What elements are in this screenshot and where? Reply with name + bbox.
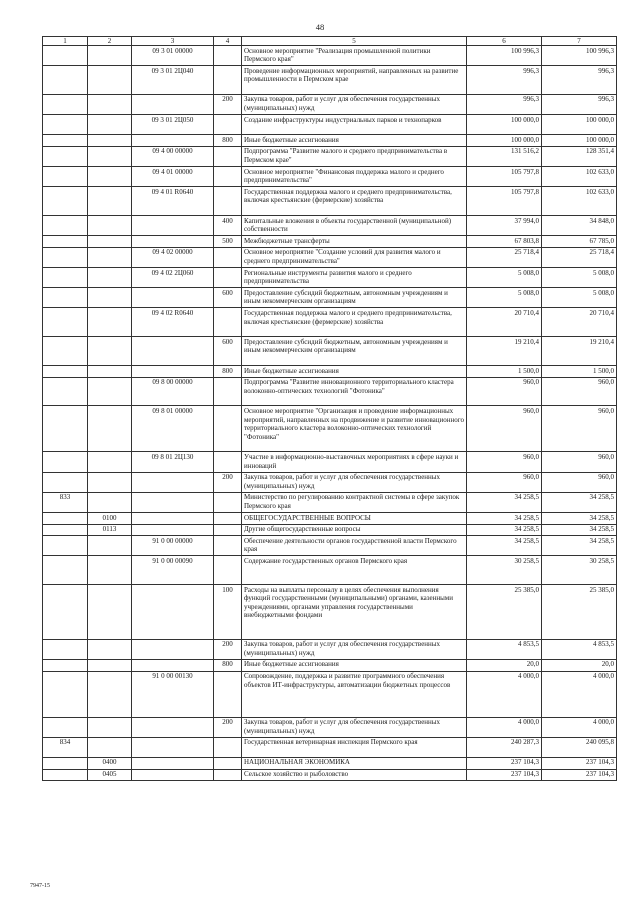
expense-type-cell	[214, 556, 242, 585]
description-cell: Основное мероприятие "Реализация промышленной политики Пермского края"	[242, 46, 467, 66]
description-cell: Иные бюджетные ассигнования	[242, 366, 467, 378]
amount-year2-cell: 4 853,5	[542, 639, 617, 659]
header-cell: 1	[43, 37, 88, 46]
target-article-cell	[132, 585, 214, 640]
section-code-cell	[88, 472, 132, 492]
target-article-cell	[132, 135, 214, 147]
header-cell: 5	[242, 37, 467, 46]
description-cell: Содержание государственных органов Пермского края	[242, 556, 467, 585]
section-code-cell	[88, 556, 132, 585]
expense-type-cell	[214, 187, 242, 216]
amount-year2-cell: 34 258,5	[542, 536, 617, 556]
description-cell: Сопровождение, поддержка и развитие программного обеспечения объектов ИТ-инфраструктуры, автоматизации бюджетных процессов	[242, 671, 467, 717]
table-row	[43, 366, 617, 378]
target-article-cell	[132, 769, 214, 781]
table-row	[43, 308, 617, 337]
description-cell: Государственная поддержка малого и среднего предпринимательства, включая крестьянские (фермерские) хозяйства	[242, 187, 467, 216]
ministry-code-cell	[43, 556, 88, 585]
section-code-cell	[88, 536, 132, 556]
expense-type-cell: 200	[214, 94, 242, 114]
description-cell: Государственная поддержка малого и среднего предпринимательства, включая крестьянские (фермерские) хозяйства	[242, 308, 467, 337]
amount-year1-cell: 960,0	[467, 377, 542, 406]
expense-type-cell	[214, 167, 242, 187]
amount-year2-cell: 20,0	[542, 659, 617, 671]
description-cell: Государственная ветеринарная инспекция Пермского края	[242, 737, 467, 757]
ministry-code-cell	[43, 671, 88, 717]
section-code-cell	[88, 187, 132, 216]
expense-type-cell: 500	[214, 236, 242, 248]
amount-year1-cell: 996,3	[467, 66, 542, 95]
description-cell: Закупка товаров, работ и услуг для обеспечения государственных (муниципальных) нужд	[242, 717, 467, 737]
ministry-code-cell	[43, 452, 88, 472]
section-code-cell	[88, 737, 132, 757]
description-cell: Обеспечение деятельности органов государственной власти Пермского края	[242, 536, 467, 556]
amount-year2-cell: 19 210,4	[542, 337, 617, 366]
amount-year1-cell: 960,0	[467, 406, 542, 452]
amount-year2-cell: 34 258,5	[542, 513, 617, 525]
target-article-cell: 09 4 01 R0640	[132, 187, 214, 216]
section-code-cell	[88, 115, 132, 135]
amount-year2-cell: 960,0	[542, 406, 617, 452]
ministry-code-cell	[43, 216, 88, 236]
header-cell: 2	[88, 37, 132, 46]
section-code-cell	[88, 585, 132, 640]
ministry-code-cell	[43, 94, 88, 114]
target-article-cell	[132, 472, 214, 492]
description-cell: Региональные инструменты развития малого и среднего предпринимательства	[242, 268, 467, 288]
expense-type-cell	[214, 268, 242, 288]
table-row	[43, 639, 617, 659]
table-row	[43, 492, 617, 512]
amount-year1-cell: 25 718,4	[467, 247, 542, 267]
section-code-cell	[88, 236, 132, 248]
description-cell: Основное мероприятие "Создание условий для развития малого и среднего предпринимательства"	[242, 247, 467, 267]
amount-year2-cell: 20 710,4	[542, 308, 617, 337]
table-row	[43, 659, 617, 671]
target-article-cell	[132, 717, 214, 737]
description-cell: Сельское хозяйство и рыболовство	[242, 769, 467, 781]
ministry-code-cell	[43, 757, 88, 769]
amount-year2-cell: 960,0	[542, 452, 617, 472]
amount-year1-cell: 1 500,0	[467, 366, 542, 378]
target-article-cell	[132, 216, 214, 236]
amount-year2-cell: 4 000,0	[542, 671, 617, 717]
target-article-cell: 09 4 00 00000	[132, 146, 214, 166]
amount-year1-cell: 237 104,3	[467, 769, 542, 781]
table-row	[43, 94, 617, 114]
table-row	[43, 536, 617, 556]
target-article-cell	[132, 757, 214, 769]
target-article-cell	[132, 337, 214, 366]
ministry-code-cell	[43, 135, 88, 147]
table-row	[43, 472, 617, 492]
ministry-code-cell	[43, 187, 88, 216]
table-row	[43, 66, 617, 95]
expense-type-cell: 600	[214, 288, 242, 308]
target-article-cell	[132, 737, 214, 757]
table-row	[43, 757, 617, 769]
ministry-code-cell	[43, 717, 88, 737]
section-code-cell	[88, 452, 132, 472]
expense-type-cell	[214, 452, 242, 472]
ministry-code-cell	[43, 288, 88, 308]
expense-type-cell	[214, 513, 242, 525]
description-cell: Капитальные вложения в объекты государственной (муниципальной) собственности	[242, 216, 467, 236]
section-code-cell: 0100	[88, 513, 132, 525]
amount-year1-cell: 34 258,5	[467, 524, 542, 536]
section-code-cell	[88, 216, 132, 236]
table-row	[43, 524, 617, 536]
table-row	[43, 247, 617, 267]
amount-year1-cell: 25 385,0	[467, 585, 542, 640]
amount-year1-cell: 240 287,3	[467, 737, 542, 757]
table-row	[43, 452, 617, 472]
ministry-code-cell: 834	[43, 737, 88, 757]
amount-year2-cell: 100 996,3	[542, 46, 617, 66]
amount-year1-cell: 4 853,5	[467, 639, 542, 659]
table-row	[43, 717, 617, 737]
description-cell: Закупка товаров, работ и услуг для обеспечения государственных (муниципальных) нужд	[242, 472, 467, 492]
expense-type-cell	[214, 308, 242, 337]
amount-year1-cell: 100 000,0	[467, 135, 542, 147]
description-cell: ОБЩЕГОСУДАРСТВЕННЫЕ ВОПРОСЫ	[242, 513, 467, 525]
amount-year1-cell: 34 258,5	[467, 492, 542, 512]
amount-year1-cell: 960,0	[467, 472, 542, 492]
expense-type-cell: 600	[214, 337, 242, 366]
ministry-code-cell	[43, 236, 88, 248]
expense-type-cell	[214, 769, 242, 781]
section-code-cell	[88, 337, 132, 366]
section-code-cell	[88, 406, 132, 452]
table-row	[43, 236, 617, 248]
table-row	[43, 513, 617, 525]
target-article-cell	[132, 639, 214, 659]
target-article-cell: 09 8 01 2Ц130	[132, 452, 214, 472]
amount-year2-cell: 1 500,0	[542, 366, 617, 378]
section-code-cell	[88, 366, 132, 378]
header-cell: 7	[542, 37, 617, 46]
amount-year1-cell: 34 258,5	[467, 513, 542, 525]
amount-year2-cell: 996,3	[542, 66, 617, 95]
amount-year2-cell: 960,0	[542, 377, 617, 406]
description-cell: Подпрограмма "Развитие инновационного территориального кластера волоконно-оптических технологий "Фотоника"	[242, 377, 467, 406]
expense-type-cell	[214, 536, 242, 556]
amount-year1-cell: 100 996,3	[467, 46, 542, 66]
table-row	[43, 337, 617, 366]
expense-type-cell	[214, 671, 242, 717]
amount-year2-cell: 102 633,0	[542, 167, 617, 187]
target-article-cell: 09 3 01 2Ц040	[132, 66, 214, 95]
description-cell: Министерство по регулированию контрактной системы в сфере закупок Пермского края	[242, 492, 467, 512]
section-code-cell	[88, 135, 132, 147]
expense-type-cell	[214, 66, 242, 95]
expense-type-cell: 200	[214, 472, 242, 492]
ministry-code-cell: 833	[43, 492, 88, 512]
target-article-cell: 09 4 02 00000	[132, 247, 214, 267]
section-code-cell	[88, 66, 132, 95]
description-cell: Основное мероприятие "Организация и проведение информационных мероприятий, направленных на продвижение и развитие инновационного территориального кластера волоконно-оптических технологий "Фотоника"	[242, 406, 467, 452]
description-cell: Закупка товаров, работ и услуг для обеспечения государственных (муниципальных) нужд	[242, 94, 467, 114]
section-code-cell	[88, 308, 132, 337]
ministry-code-cell	[43, 659, 88, 671]
ministry-code-cell	[43, 472, 88, 492]
ministry-code-cell	[43, 377, 88, 406]
target-article-cell: 09 4 02 R0640	[132, 308, 214, 337]
target-article-cell: 09 8 00 00000	[132, 377, 214, 406]
amount-year2-cell: 34 258,5	[542, 492, 617, 512]
amount-year2-cell: 5 008,0	[542, 288, 617, 308]
amount-year2-cell: 996,3	[542, 94, 617, 114]
target-article-cell: 09 8 01 00000	[132, 406, 214, 452]
section-code-cell	[88, 492, 132, 512]
description-cell: НАЦИОНАЛЬНАЯ ЭКОНОМИКА	[242, 757, 467, 769]
description-cell: Основное мероприятие "Финансовая поддержка малого и среднего предпринимательства"	[242, 167, 467, 187]
amount-year1-cell: 20,0	[467, 659, 542, 671]
amount-year1-cell: 4 000,0	[467, 671, 542, 717]
target-article-cell: 09 3 01 00000	[132, 46, 214, 66]
expense-type-cell: 400	[214, 216, 242, 236]
amount-year2-cell: 4 000,0	[542, 717, 617, 737]
amount-year1-cell: 131 516,2	[467, 146, 542, 166]
amount-year2-cell: 237 104,3	[542, 757, 617, 769]
table-row	[43, 769, 617, 781]
table-row	[43, 146, 617, 166]
description-cell: Закупка товаров, работ и услуг для обеспечения государственных (муниципальных) нужд	[242, 639, 467, 659]
target-article-cell	[132, 236, 214, 248]
header-cell: 4	[214, 37, 242, 46]
amount-year1-cell: 105 797,8	[467, 167, 542, 187]
amount-year1-cell: 5 008,0	[467, 288, 542, 308]
ministry-code-cell	[43, 247, 88, 267]
section-code-cell: 0400	[88, 757, 132, 769]
target-article-cell: 09 4 01 00000	[132, 167, 214, 187]
table-row	[43, 46, 617, 66]
description-cell: Подпрограмма "Развитие малого и среднего предпринимательства в Пермском крае"	[242, 146, 467, 166]
description-cell: Предоставление субсидий бюджетным, автономным учреждениям и иным некоммерческим организациям	[242, 337, 467, 366]
ministry-code-cell	[43, 167, 88, 187]
expense-type-cell	[214, 524, 242, 536]
section-code-cell	[88, 268, 132, 288]
expense-type-cell	[214, 247, 242, 267]
table-row	[43, 671, 617, 717]
table-row	[43, 377, 617, 406]
target-article-cell: 91 0 00 00000	[132, 536, 214, 556]
ministry-code-cell	[43, 66, 88, 95]
table-row	[43, 737, 617, 757]
target-article-cell: 91 0 00 00130	[132, 671, 214, 717]
amount-year1-cell: 960,0	[467, 452, 542, 472]
table-row	[43, 268, 617, 288]
description-cell: Предоставление субсидий бюджетным, автономным учреждениям и иным некоммерческим организациям	[242, 288, 467, 308]
amount-year1-cell: 19 210,4	[467, 337, 542, 366]
description-cell: Другие общегосударственные вопросы	[242, 524, 467, 536]
amount-year2-cell: 100 000,0	[542, 115, 617, 135]
target-article-cell	[132, 288, 214, 308]
table-row	[43, 115, 617, 135]
expense-type-cell: 200	[214, 639, 242, 659]
description-cell: Проведение информационных мероприятий, направленных на развитие промышленности в Пермском крае	[242, 66, 467, 95]
ministry-code-cell	[43, 366, 88, 378]
section-code-cell	[88, 247, 132, 267]
target-article-cell: 09 4 02 2Ц060	[132, 268, 214, 288]
amount-year1-cell: 996,3	[467, 94, 542, 114]
ministry-code-cell	[43, 524, 88, 536]
amount-year2-cell: 25 718,4	[542, 247, 617, 267]
target-article-cell	[132, 513, 214, 525]
amount-year2-cell: 5 008,0	[542, 268, 617, 288]
table-row	[43, 556, 617, 585]
budget-table	[42, 36, 617, 781]
expense-type-cell	[214, 737, 242, 757]
amount-year1-cell: 100 000,0	[467, 115, 542, 135]
expense-type-cell	[214, 377, 242, 406]
amount-year1-cell: 4 000,0	[467, 717, 542, 737]
description-cell: Иные бюджетные ассигнования	[242, 659, 467, 671]
ministry-code-cell	[43, 513, 88, 525]
table-row	[43, 216, 617, 236]
table-row	[43, 406, 617, 452]
ministry-code-cell	[43, 115, 88, 135]
description-cell: Межбюджетные трансферты	[242, 236, 467, 248]
amount-year1-cell: 67 803,8	[467, 236, 542, 248]
amount-year2-cell: 128 351,4	[542, 146, 617, 166]
amount-year2-cell: 960,0	[542, 472, 617, 492]
expense-type-cell	[214, 46, 242, 66]
amount-year1-cell: 237 104,3	[467, 757, 542, 769]
amount-year2-cell: 237 104,3	[542, 769, 617, 781]
amount-year1-cell: 30 258,5	[467, 556, 542, 585]
table-row	[43, 187, 617, 216]
amount-year2-cell: 34 848,0	[542, 216, 617, 236]
footer-code: 7947-15	[30, 883, 50, 889]
amount-year1-cell: 20 710,4	[467, 308, 542, 337]
target-article-cell	[132, 659, 214, 671]
section-code-cell	[88, 377, 132, 406]
ministry-code-cell	[43, 406, 88, 452]
ministry-code-cell	[43, 46, 88, 66]
target-article-cell	[132, 492, 214, 512]
description-cell: Участие в информационно-выставочных мероприятиях в сфере науки и инноваций	[242, 452, 467, 472]
amount-year2-cell: 67 785,0	[542, 236, 617, 248]
ministry-code-cell	[43, 585, 88, 640]
table-row	[43, 288, 617, 308]
table-row	[43, 135, 617, 147]
expense-type-cell: 800	[214, 659, 242, 671]
section-code-cell	[88, 659, 132, 671]
section-code-cell	[88, 288, 132, 308]
ministry-code-cell	[43, 268, 88, 288]
expense-type-cell: 800	[214, 135, 242, 147]
target-article-cell	[132, 366, 214, 378]
amount-year1-cell: 105 797,8	[467, 187, 542, 216]
target-article-cell: 09 3 01 2Ц050	[132, 115, 214, 135]
ministry-code-cell	[43, 146, 88, 166]
expense-type-cell: 200	[214, 717, 242, 737]
table-body	[43, 46, 617, 781]
ministry-code-cell	[43, 308, 88, 337]
section-code-cell: 0113	[88, 524, 132, 536]
section-code-cell: 0405	[88, 769, 132, 781]
amount-year1-cell: 37 994,0	[467, 216, 542, 236]
amount-year1-cell: 5 008,0	[467, 268, 542, 288]
section-code-cell	[88, 639, 132, 659]
section-code-cell	[88, 671, 132, 717]
description-cell: Расходы на выплаты персоналу в целях обеспечения выполнения функций государственными (муниципальными) органами, казенными учреждениями, органами управления государственными внебюджетными фондами	[242, 585, 467, 640]
section-code-cell	[88, 46, 132, 66]
section-code-cell	[88, 94, 132, 114]
amount-year2-cell: 25 385,0	[542, 585, 617, 640]
expense-type-cell: 100	[214, 585, 242, 640]
ministry-code-cell	[43, 536, 88, 556]
expense-type-cell	[214, 492, 242, 512]
expense-type-cell: 800	[214, 366, 242, 378]
expense-type-cell	[214, 406, 242, 452]
header-cell: 3	[132, 37, 214, 46]
table-row	[43, 585, 617, 640]
amount-year2-cell: 34 258,5	[542, 524, 617, 536]
amount-year2-cell: 100 000,0	[542, 135, 617, 147]
section-code-cell	[88, 146, 132, 166]
section-code-cell	[88, 167, 132, 187]
amount-year2-cell: 102 633,0	[542, 187, 617, 216]
target-article-cell: 91 0 00 00090	[132, 556, 214, 585]
ministry-code-cell	[43, 769, 88, 781]
table-row	[43, 167, 617, 187]
ministry-code-cell	[43, 337, 88, 366]
page-number: 48	[315, 22, 325, 32]
header-row	[43, 37, 617, 46]
description-cell: Создание инфраструктуры индустриальных парков и технопарков	[242, 115, 467, 135]
expense-type-cell	[214, 115, 242, 135]
target-article-cell	[132, 524, 214, 536]
amount-year1-cell: 34 258,5	[467, 536, 542, 556]
description-cell: Иные бюджетные ассигнования	[242, 135, 467, 147]
amount-year2-cell: 240 095,8	[542, 737, 617, 757]
ministry-code-cell	[43, 639, 88, 659]
section-code-cell	[88, 717, 132, 737]
target-article-cell	[132, 94, 214, 114]
amount-year2-cell: 30 258,5	[542, 556, 617, 585]
header-cell: 6	[467, 37, 542, 46]
expense-type-cell	[214, 757, 242, 769]
expense-type-cell	[214, 146, 242, 166]
